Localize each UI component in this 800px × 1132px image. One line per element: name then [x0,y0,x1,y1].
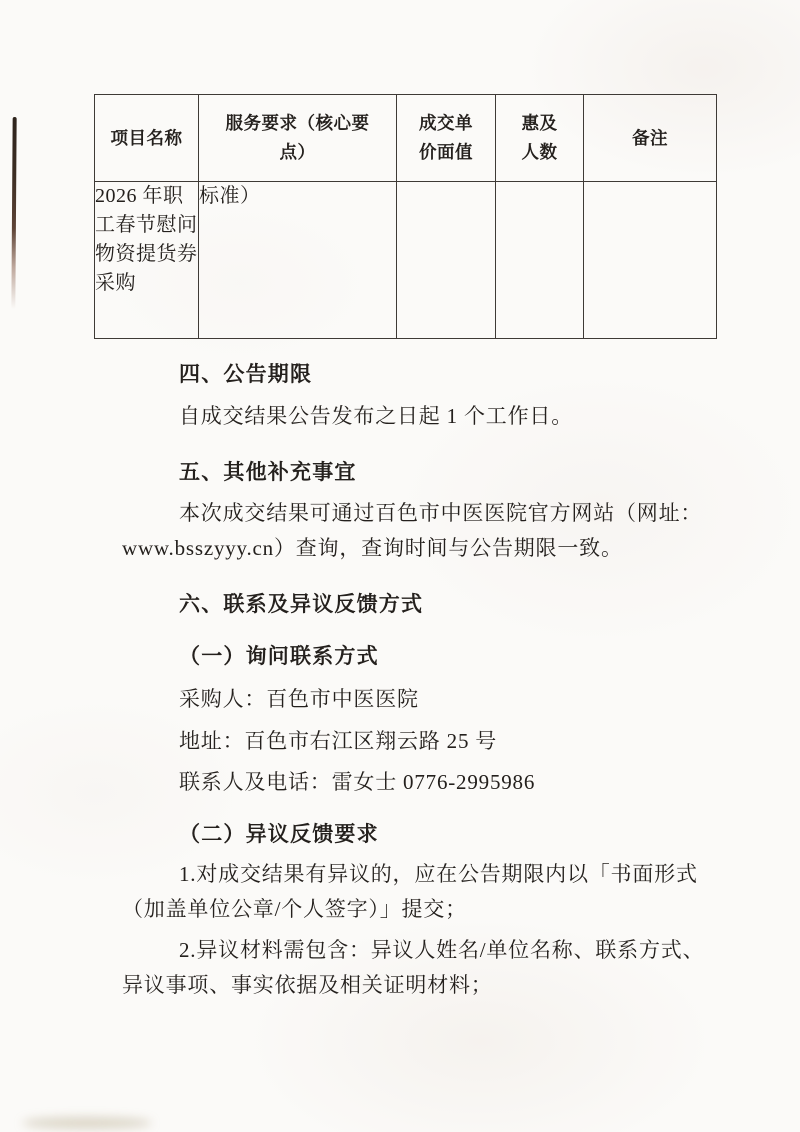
subsection-1-heading: （一）询问联系方式 [179,645,379,668]
address-line: 地址：百色市右江区翔云路 25 号 [179,729,498,753]
header-cell-beneficiaries [496,95,584,182]
contact-line: 联系人及电话：雷女士 0776-2995986 [179,770,536,794]
section-4-body: 自成交结果公告发布之日起 1 个工作日。 [179,404,573,428]
cell-remark [584,182,717,339]
header-label-project-name: 项目名称 [110,127,183,148]
scan-smudge-artifact [22,1117,152,1129]
header-label-remark: 备注 [632,127,668,148]
objection-item-2-line-2: 异议事项、事实依据及相关证明材料； [122,973,493,997]
header-cell-project-name [95,95,199,182]
purchaser-line: 采购人：百色市中医医院 [179,687,419,711]
section-5-body-line-1: 本次成交结果可通过百色市中医医院官方网站（网址： [179,501,703,525]
header-label-service-requirement: 服务要求（核心要点） [225,113,370,162]
objection-item-1-line-1: 1.对成交结果有异议的，应在公告期限内以「书面形式 [179,862,698,886]
table-header-row [95,95,717,182]
header-cell-unit-price [397,95,496,182]
section-4-heading: 四、公告期限 [179,363,313,386]
header-label-beneficiaries: 惠及人数 [521,113,558,162]
objection-item-2-line-1: 2.异议材料需包含：异议人姓名/单位名称、联系方式、 [179,938,705,962]
header-label-unit-price: 成交单价面值 [419,113,473,162]
cell-service-requirement: 标准） [199,182,397,339]
table-data-row [95,182,717,339]
cell-beneficiaries [496,182,584,339]
header-cell-remark [584,95,717,182]
cell-project-name: 2026 年职工春节慰问物资提货券采购 [95,182,199,339]
award-result-table [94,94,717,339]
objection-item-1-line-2: （加盖单位公章/个人签字）」提交； [122,897,467,921]
section-5-body-line-2: www.bsszyyy.cn）查询，查询时间与公告期限一致。 [122,536,623,560]
cell-unit-price [397,182,496,339]
section-5-heading: 五、其他补充事宜 [179,461,357,484]
header-cell-service-requirement [199,95,397,182]
subsection-2-heading: （二）异议反馈要求 [179,823,379,846]
section-6-heading: 六、联系及异议反馈方式 [179,593,424,616]
scan-edge-artifact [11,117,16,309]
